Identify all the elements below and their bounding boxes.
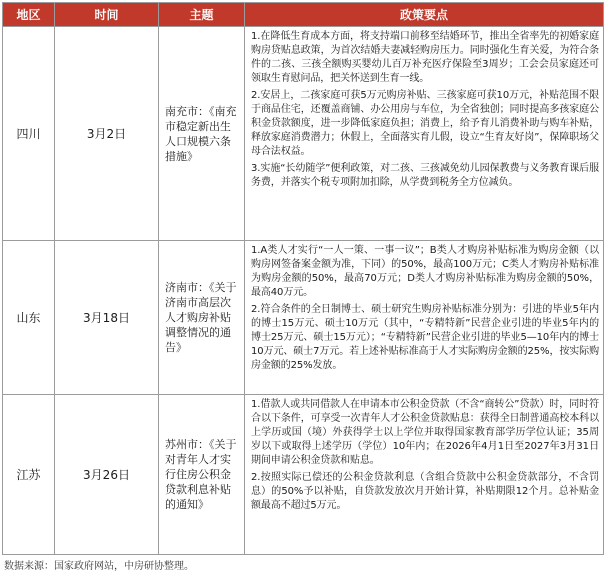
- policy-point: 1.在降低生育成本方面，将支持端口前移至结婚环节，推出全省率先的初婚家庭购房贷贴息政策，为首次结婚夫妻减轻购房压力。同时强化生育关爱，为符合条件的二孩、三孩全额购买婴幼儿百万补充医疗保险至3周岁；工会会员家庭还可领取生育慰问品，把关怀送到生育一线。: [251, 31, 599, 84]
- table-row: [3, 27, 604, 241]
- header-topic: 主题: [159, 3, 245, 27]
- region-cell: 四川: [3, 27, 55, 241]
- time-cell: 3月2日: [55, 27, 159, 241]
- policy-point: 2.安居上，二孩家庭可获5万元购房补贴、三孩家庭可获10万元，补贴范围不限于商品住宅，还覆盖商铺、办公用房与车位，为全省独创；同时提高多孩家庭公积金贷款额度，进一步降低家庭负担；消费上，给予育儿消费补助与购车补贴，释放家庭消费潜力；休假上，全面落实育儿假，设立“生育友好岗”，保障职场父母合法权益。: [251, 90, 599, 157]
- points-cell: [245, 27, 604, 241]
- policy-point: 1.A类人才实行“一人一策、一事一议”；B类人才购房补贴标准为购房金额（以购房网签备案金额为准，下同）的50%，最高100万元；C类人才购房补贴标准为购房金额的50%，最高70万元；D类人才购房补贴标准为购房金额的50%，最高40万元。: [251, 245, 599, 298]
- header-time: 时间: [55, 3, 159, 27]
- topic-cell: 苏州市：《关于对青年人才实行住房公积金贷款利息补贴的通知》: [159, 395, 245, 555]
- table-row: [3, 395, 604, 555]
- policy-point: 2.按照实际已偿还的公积金贷款利息（含组合贷款中公积金贷款部分，不含罚息）的50%予以补贴，自贷款发放次月开始计算，补贴期限12个月。总补贴金额最高不超过5万元。: [251, 472, 599, 511]
- policy-point: 3.实施“长幼随学”便利政策，对二孩、三孩减免幼儿园保教费与义务教育课后服务费，并落实个税专项附加扣除，从学费到税务全方位减负。: [251, 163, 599, 188]
- time-cell: 3月18日: [55, 241, 159, 395]
- table-row: [3, 241, 604, 395]
- topic-cell: 南充市：《南充市稳定新出生人口规模六条措施》: [159, 27, 245, 241]
- source-note: 数据来源：国家政府网站，中房研协整理。: [4, 561, 194, 572]
- region-cell: 江苏: [3, 395, 55, 555]
- topic-cell: 济南市：《关于济南市高层次人才购房补贴调整情况的通告》: [159, 241, 245, 395]
- region-cell: 山东: [3, 241, 55, 395]
- policy-point: 2.符合条件的全日制博士、硕士研究生购房补贴标准分别为：引进的毕业5年内的博士15万元、硕士10万元（其中，“专精特新”民营企业引进的毕业5年内的博士25万元、硕士15万元）；“专精特新”民营企业引进的毕业5—10年内的博士10万元、硕士7万元。若上述补贴标准高于人才实际购房金额的25%，按实际购房金额的25%发放。: [251, 304, 599, 371]
- policy-table: [2, 2, 604, 555]
- points-cell: [245, 395, 604, 555]
- time-cell: 3月26日: [55, 395, 159, 555]
- header-points: 政策要点: [245, 3, 604, 27]
- table-body: [3, 27, 604, 555]
- points-cell: [245, 241, 604, 395]
- header-row: [3, 3, 604, 27]
- header-region: 地区: [3, 3, 55, 27]
- table-header: [3, 3, 604, 27]
- policy-point: 1.借款人或共同借款人在申请本市公积金贷款（不含“商转公”贷款）时，同时符合以下条件，可享受一次青年人才公积金贷款贴息：获得全日制普通高校本科以上学历或国（境）外获得学士以上学位并取得国家教育部学历学位认证；35周岁以下或取得上述学历（学位）10年内；在2026年4月1日至2027年3月31日期间申请公积金贷款和贴息。: [251, 399, 599, 466]
